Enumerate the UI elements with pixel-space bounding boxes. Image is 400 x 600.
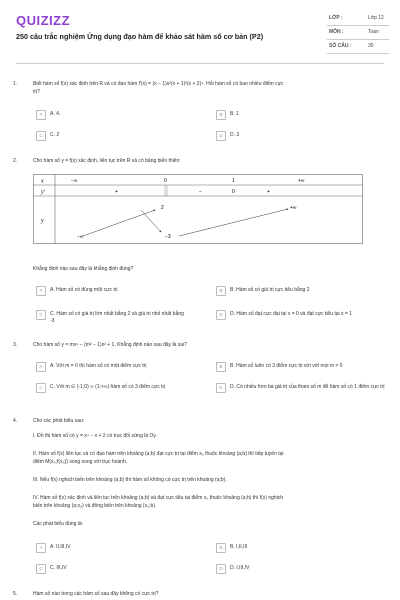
option-label: A. Hàm số có đúng một cực trị — [50, 287, 118, 293]
meta-table — [327, 12, 389, 54]
option-letter-box: A — [36, 110, 46, 120]
option-label: A. II,III,IV — [50, 544, 71, 550]
option-label: B. Hàm số có giá trị cực tiểu bằng 2 — [230, 287, 310, 293]
option-letter-box: D — [216, 383, 226, 393]
option-letter-box: D — [216, 310, 226, 320]
question-number: 2. — [13, 158, 18, 164]
question-text-line: Biết hàm số f(x) xác định trên R và có đạo hàm f'(x) = (x − 1)x²(x + 1)³(x + 2)⁴. Hỏi hàm số có bao nhiêu điểm cực — [33, 81, 284, 87]
option-letter-box: B — [216, 110, 226, 120]
yprime-sign: 0 — [232, 189, 235, 195]
option-letter-box: D — [216, 564, 226, 574]
header-divider — [16, 63, 384, 64]
yprime-sign: − — [199, 189, 202, 195]
page-header — [0, 0, 400, 62]
y-label: y — [41, 218, 44, 224]
question-number: 1. — [13, 81, 18, 87]
meta-key: MÔN : — [329, 29, 344, 35]
statement-1: I. Đồ thị hàm số có y = x⁴ − x + 2 có trục đối xứng là Oy. — [33, 433, 157, 439]
option-label: B. 1 — [230, 111, 239, 117]
option-label: D. 3 — [230, 132, 240, 138]
statement-3: III. Nếu f(x) nghịch biến trên khoảng (a;b) thì hàm số không có cực trị trên khoảng (a;b). — [33, 477, 227, 483]
question-number: 3. — [13, 342, 18, 348]
statement-line: biến trên khoảng (a;x₀) và đồng biến trên khoảng (x₀;b). — [33, 502, 157, 509]
statement-2 — [33, 451, 383, 466]
question-number: 4. — [13, 418, 18, 424]
option-label: C. 2 — [50, 132, 60, 138]
option-label: C. III,IV — [50, 565, 67, 571]
option-label: C. Hàm số có giá trị lớn nhất bằng 2 và giá trị nhỏ nhất bằng -3 — [50, 311, 184, 324]
option-label: D. Có nhiều hơn ba giá trị của tham số m để hàm số có 1 điểm cực trị — [230, 384, 385, 390]
meta-value: Toán — [368, 29, 379, 35]
question-text: Cho hàm số y = mx⁴ − (m² − 1)x² + 1. Khẳng định nào sau đây là sai? — [33, 342, 187, 348]
option-letter-box: C — [36, 383, 46, 393]
x-value: 0 — [164, 178, 167, 184]
meta-row-subject — [327, 26, 389, 40]
question-prompt: Khẳng định nào sau đây là khẳng định đúng? — [33, 266, 134, 272]
meta-key: LỚP : — [329, 15, 343, 21]
statement-4 — [33, 495, 383, 510]
question-number: 5. — [13, 591, 18, 597]
arrow-up — [83, 210, 155, 236]
option-label: D. I,III,IV — [230, 565, 250, 571]
yprime-sign: + — [115, 189, 118, 195]
y-value: −3 — [165, 234, 171, 240]
y-value: +∞ — [290, 205, 297, 211]
question-text: Hàm số nào trong các hàm số sau đây không có cực trị? — [33, 591, 159, 597]
question-text — [33, 81, 383, 96]
statement-line: IV. Hàm số f(x) xác định và liên tục trên khoảng (a;b) và đạt cực tiểu tại điểm x₀ thuộc khoảng (a;b) thì f(x) nghịch — [33, 495, 284, 501]
question-text: Cho hàm số y = f(x) xác định, liên tục trên R và có bảng biến thiên: — [33, 158, 181, 164]
meta-row-grade — [327, 12, 389, 26]
meta-value: Lớp 12 — [368, 15, 384, 21]
option-label: D. Hàm số đạt cực đại tại x = 0 và đạt cực tiểu tại x = 1 — [230, 311, 353, 317]
x-value: +∞ — [298, 178, 305, 184]
question-text-line: trị? — [33, 88, 40, 95]
option-letter-box: D — [216, 131, 226, 141]
statement-line: II. Hàm số f(x) liên tục và có đạo hàm trên khoảng (a;b) đạt cực trị tại điểm x₀ thuộc khoảng (a;b) thì tiếp tuyến tại — [33, 451, 284, 457]
yprime-label: y' — [41, 189, 45, 196]
meta-row-count — [327, 40, 389, 54]
arrow-up — [179, 209, 288, 236]
option-letter-box: A — [36, 286, 46, 296]
meta-key: SỐ CÂU : — [329, 43, 352, 49]
y-value: 2 — [161, 205, 164, 211]
document-title: 250 câu trắc nghiệm Ứng dụng đạo hàm để khảo sát hàm số cơ bản (P2) — [16, 32, 264, 41]
option-letter-box: B — [216, 286, 226, 296]
x-label: x — [41, 178, 44, 185]
option-letter-box: A — [36, 362, 46, 372]
option-letter-box: B — [216, 543, 226, 553]
question-text: Cho các phát biểu sau: — [33, 418, 85, 424]
arrow-down — [141, 210, 161, 232]
option-letter-box: C — [36, 310, 46, 320]
option-label: C. Với m ∈ (-1;0) ∪ (1;+∞) hàm số có 3 điểm cực trị — [50, 384, 166, 390]
variation-table — [33, 174, 363, 244]
question-prompt: Các phát biểu đúng là: — [33, 521, 84, 527]
option-label: A. 4. — [50, 111, 61, 117]
option-label: B. Hàm số luôn có 3 điểm cực trị với với mọi m ≠ 0 — [230, 363, 343, 369]
option-letter-box: C — [36, 131, 46, 141]
x-value: 1 — [232, 178, 235, 184]
option-letter-box: C — [36, 564, 46, 574]
meta-value: 30 — [368, 43, 374, 49]
quizizz-logo: QUIZIZZ — [16, 13, 71, 28]
yprime-sign: + — [267, 189, 270, 195]
option-label: B. I,II,III — [230, 544, 248, 550]
option-label: A. Với m = 0 thì hàm số có một điểm cực trị — [50, 363, 147, 369]
option-letter-box: A — [36, 543, 46, 553]
x-value: −∞ — [71, 178, 78, 184]
statement-line: điểm M(x₀;f(x₀)) song song với trục hoành. — [33, 458, 128, 465]
y-value: −∞ — [77, 234, 84, 240]
option-letter-box: B — [216, 362, 226, 372]
